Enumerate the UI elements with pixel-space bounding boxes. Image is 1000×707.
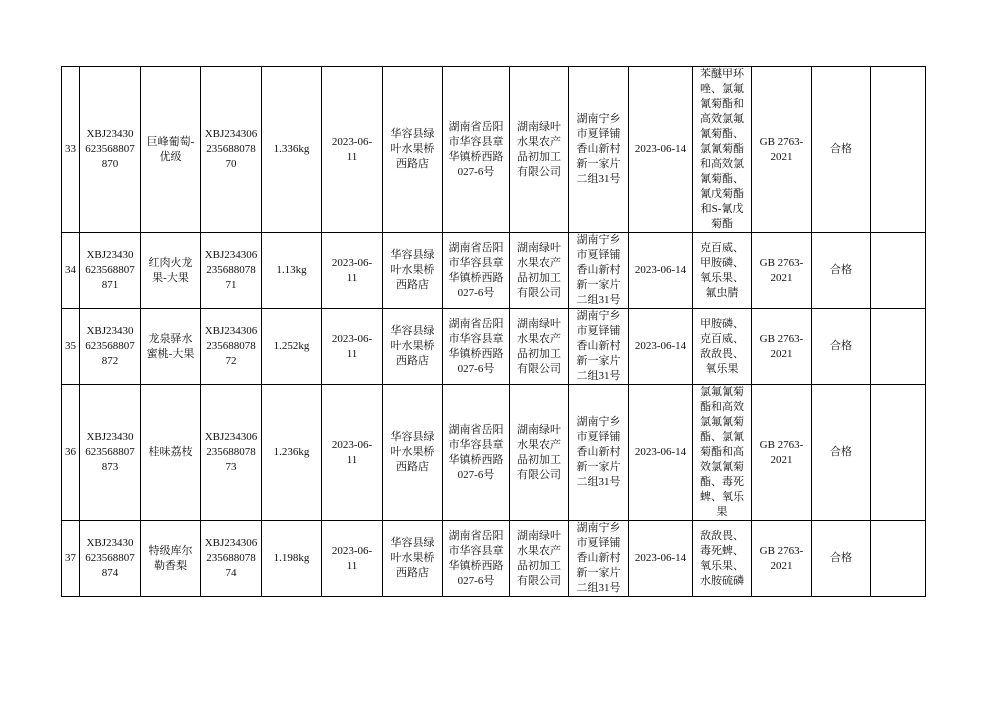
producer-address: 湖南宁乡 市夏铎铺 香山新村 新一家片 二组31号 bbox=[569, 309, 629, 385]
report-code: XBJ23430 623568807 870 bbox=[80, 67, 141, 233]
test-date: 2023-06-14 bbox=[629, 233, 693, 309]
test-items: 克百威、 甲胺磷、 氧乐果、 氟虫腈 bbox=[693, 233, 752, 309]
seller-name: 华容县绿 叶水果桥 西路店 bbox=[383, 521, 443, 597]
sampling-date: 2023-06- 11 bbox=[322, 233, 383, 309]
result: 合格 bbox=[812, 67, 871, 233]
producer-name: 湖南绿叶 水果农产 品初加工 有限公司 bbox=[510, 521, 569, 597]
table-row bbox=[62, 385, 926, 521]
sampling-date: 2023-06- 11 bbox=[322, 385, 383, 521]
seller-address: 湖南省岳阳 市华容县章 华镇桥西路 027-6号 bbox=[443, 233, 510, 309]
report-code: XBJ23430 623568807 871 bbox=[80, 233, 141, 309]
producer-address: 湖南宁乡 市夏铎铺 香山新村 新一家片 二组31号 bbox=[569, 521, 629, 597]
sample-weight: 1.13kg bbox=[262, 233, 322, 309]
sampling-date: 2023-06- 11 bbox=[322, 67, 383, 233]
result: 合格 bbox=[812, 309, 871, 385]
sample-code: XBJ234306 235688078 73 bbox=[201, 385, 262, 521]
row-number: 37 bbox=[62, 521, 80, 597]
report-code: XBJ23430 623568807 874 bbox=[80, 521, 141, 597]
standard: GB 2763- 2021 bbox=[752, 67, 812, 233]
table-row bbox=[62, 67, 926, 233]
sample-name: 巨峰葡萄- 优级 bbox=[141, 67, 201, 233]
sample-code: XBJ234306 235688078 70 bbox=[201, 67, 262, 233]
test-items: 苯醚甲环 唑、氯氟 氰菊酯和 高效氯氟 氰菊酯、 氯氰菊酯 和高效氯 氰菊酯、 氰戊菊酯 和S-氰戊 菊酯 bbox=[693, 67, 752, 233]
test-date: 2023-06-14 bbox=[629, 385, 693, 521]
result: 合格 bbox=[812, 233, 871, 309]
seller-address: 湖南省岳阳 市华容县章 华镇桥西路 027-6号 bbox=[443, 309, 510, 385]
seller-name: 华容县绿 叶水果桥 西路店 bbox=[383, 385, 443, 521]
seller-address: 湖南省岳阳 市华容县章 华镇桥西路 027-6号 bbox=[443, 67, 510, 233]
producer-name: 湖南绿叶 水果农产 品初加工 有限公司 bbox=[510, 233, 569, 309]
producer-name: 湖南绿叶 水果农产 品初加工 有限公司 bbox=[510, 67, 569, 233]
sample-weight: 1.336kg bbox=[262, 67, 322, 233]
result: 合格 bbox=[812, 385, 871, 521]
sample-weight: 1.236kg bbox=[262, 385, 322, 521]
standard: GB 2763- 2021 bbox=[752, 521, 812, 597]
table-row bbox=[62, 309, 926, 385]
note bbox=[871, 521, 926, 597]
producer-address: 湖南宁乡 市夏铎铺 香山新村 新一家片 二组31号 bbox=[569, 67, 629, 233]
standard: GB 2763- 2021 bbox=[752, 385, 812, 521]
seller-name: 华容县绿 叶水果桥 西路店 bbox=[383, 309, 443, 385]
seller-address: 湖南省岳阳 市华容县章 华镇桥西路 027-6号 bbox=[443, 521, 510, 597]
row-number: 35 bbox=[62, 309, 80, 385]
test-date: 2023-06-14 bbox=[629, 521, 693, 597]
seller-address: 湖南省岳阳 市华容县章 华镇桥西路 027-6号 bbox=[443, 385, 510, 521]
producer-name: 湖南绿叶 水果农产 品初加工 有限公司 bbox=[510, 385, 569, 521]
sample-name: 桂味荔枝 bbox=[141, 385, 201, 521]
result: 合格 bbox=[812, 521, 871, 597]
sample-code: XBJ234306 235688078 71 bbox=[201, 233, 262, 309]
sampling-date: 2023-06- 11 bbox=[322, 309, 383, 385]
sample-name: 龙泉驿水 蜜桃-大果 bbox=[141, 309, 201, 385]
report-code: XBJ23430 623568807 873 bbox=[80, 385, 141, 521]
standard: GB 2763- 2021 bbox=[752, 309, 812, 385]
sample-weight: 1.198kg bbox=[262, 521, 322, 597]
report-code: XBJ23430 623568807 872 bbox=[80, 309, 141, 385]
sample-name: 红肉火龙 果-大果 bbox=[141, 233, 201, 309]
sample-name: 特级库尔 勒香梨 bbox=[141, 521, 201, 597]
test-items: 甲胺磷、 克百威、 敌敌畏、 氧乐果 bbox=[693, 309, 752, 385]
sample-code: XBJ234306 235688078 74 bbox=[201, 521, 262, 597]
row-number: 34 bbox=[62, 233, 80, 309]
sampling-date: 2023-06- 11 bbox=[322, 521, 383, 597]
table-row bbox=[62, 233, 926, 309]
note bbox=[871, 233, 926, 309]
row-number: 33 bbox=[62, 67, 80, 233]
seller-name: 华容县绿 叶水果桥 西路店 bbox=[383, 233, 443, 309]
standard: GB 2763- 2021 bbox=[752, 233, 812, 309]
test-items: 敌敌畏、 毒死蜱、 氧乐果、 水胺硫磷 bbox=[693, 521, 752, 597]
sample-code: XBJ234306 235688078 72 bbox=[201, 309, 262, 385]
sample-weight: 1.252kg bbox=[262, 309, 322, 385]
note bbox=[871, 309, 926, 385]
test-date: 2023-06-14 bbox=[629, 67, 693, 233]
note bbox=[871, 385, 926, 521]
test-date: 2023-06-14 bbox=[629, 309, 693, 385]
seller-name: 华容县绿 叶水果桥 西路店 bbox=[383, 67, 443, 233]
inspection-results-table bbox=[61, 66, 926, 597]
producer-address: 湖南宁乡 市夏铎铺 香山新村 新一家片 二组31号 bbox=[569, 233, 629, 309]
table-row bbox=[62, 521, 926, 597]
row-number: 36 bbox=[62, 385, 80, 521]
test-items: 氯氟氰菊 酯和高效 氯氟氰菊 酯、氯氰 菊酯和高 效氯氰菊 酯、毒死 蜱、氧乐 果 bbox=[693, 385, 752, 521]
note bbox=[871, 67, 926, 233]
producer-address: 湖南宁乡 市夏铎铺 香山新村 新一家片 二组31号 bbox=[569, 385, 629, 521]
producer-name: 湖南绿叶 水果农产 品初加工 有限公司 bbox=[510, 309, 569, 385]
